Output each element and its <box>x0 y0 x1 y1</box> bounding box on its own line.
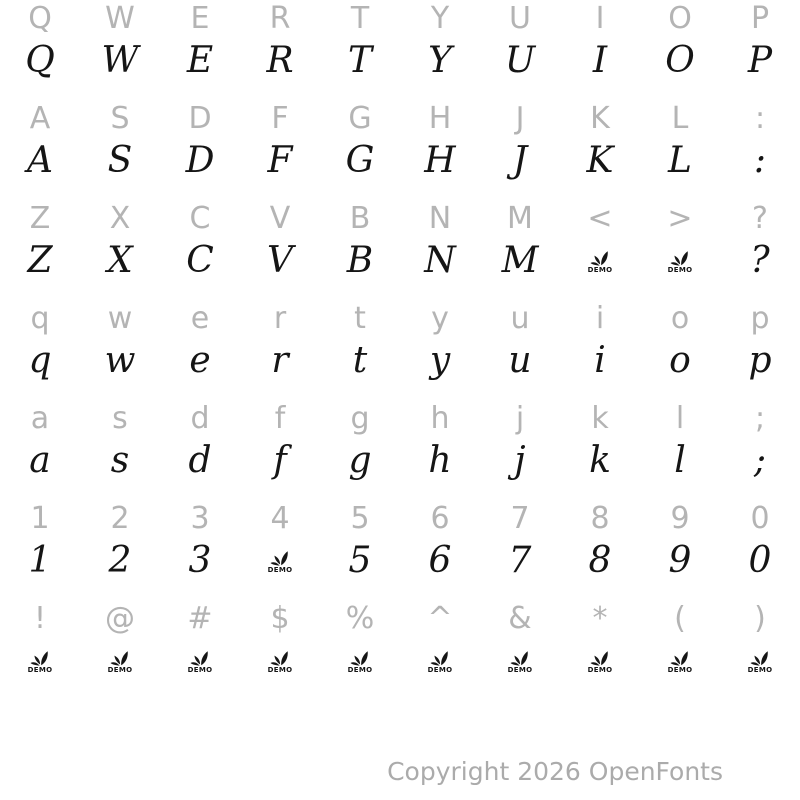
glyph-demo-slot <box>720 636 800 700</box>
char-cell <box>80 200 160 300</box>
font-glyph: Q <box>25 40 55 81</box>
key-label: 0 <box>750 501 770 536</box>
key-label: < <box>587 201 613 236</box>
char-cell <box>240 0 320 100</box>
key-label: P <box>750 1 770 36</box>
font-glyph: k <box>589 440 611 481</box>
key-label: 4 <box>270 501 290 536</box>
char-cell <box>640 600 720 700</box>
key-label: J <box>515 101 525 136</box>
key-label: B <box>349 201 371 236</box>
key-label: 5 <box>350 501 370 536</box>
row-uppercase-bottom <box>0 200 800 300</box>
font-glyph: T <box>347 40 372 81</box>
key-label: S <box>110 101 130 136</box>
font-glyph: E <box>186 40 214 81</box>
glyph-demo-slot <box>560 236 640 300</box>
font-glyph: F <box>267 140 293 181</box>
key-label: R <box>269 1 291 36</box>
char-cell <box>400 0 480 100</box>
glyph-demo-slot <box>320 636 400 700</box>
font-glyph: : <box>753 140 767 181</box>
key-label: Z <box>29 201 51 236</box>
char-cell <box>640 200 720 300</box>
char-cell <box>560 300 640 400</box>
char-cell <box>640 400 720 500</box>
demo-label: DEMO <box>187 666 213 674</box>
char-cell <box>160 100 240 200</box>
key-label: u <box>510 301 530 336</box>
char-cell <box>80 400 160 500</box>
key-label: D <box>188 101 212 136</box>
key-label: r <box>273 301 287 336</box>
font-glyph: N <box>424 240 456 281</box>
demo-label: DEMO <box>347 666 373 674</box>
key-label: h <box>430 401 450 436</box>
key-label: Y <box>430 1 450 36</box>
font-glyph: p <box>748 340 772 381</box>
fleuron-ornament-icon <box>109 645 132 666</box>
char-cell <box>480 200 560 300</box>
demo-placeholder-glyph <box>560 636 640 675</box>
char-cell <box>0 0 80 100</box>
font-glyph: 6 <box>428 540 452 581</box>
fleuron-ornament-icon <box>189 645 212 666</box>
glyph-demo-slot <box>640 636 720 700</box>
char-cell <box>80 300 160 400</box>
font-glyph: C <box>186 240 214 281</box>
key-label: T <box>350 1 370 36</box>
char-cell <box>160 200 240 300</box>
fleuron-ornament-icon <box>429 645 452 666</box>
char-cell <box>320 400 400 500</box>
row-uppercase-qwerty <box>0 0 800 100</box>
font-glyph: 3 <box>188 540 212 581</box>
font-glyph: u <box>508 340 532 381</box>
key-label: 2 <box>110 501 130 536</box>
char-cell <box>720 200 800 300</box>
demo-label: DEMO <box>587 266 613 274</box>
key-label: K <box>590 101 610 136</box>
fleuron-ornament-icon <box>29 645 52 666</box>
char-cell <box>400 200 480 300</box>
key-label: * <box>592 601 608 636</box>
char-cell <box>560 200 640 300</box>
row-symbols <box>0 600 800 700</box>
font-glyph: w <box>104 340 136 381</box>
key-label: w <box>107 301 133 336</box>
glyph-demo-slot <box>640 236 720 300</box>
font-glyph: P <box>747 40 773 81</box>
font-glyph: r <box>271 340 289 381</box>
font-glyph: ; <box>753 440 767 481</box>
char-cell <box>560 100 640 200</box>
font-glyph: J <box>512 140 528 181</box>
fleuron-ornament-icon <box>749 645 772 666</box>
char-cell <box>560 500 640 600</box>
char-cell <box>560 400 640 500</box>
char-cell <box>480 600 560 700</box>
font-glyph: 8 <box>588 540 612 581</box>
key-label: 8 <box>590 501 610 536</box>
font-glyph: h <box>428 440 452 481</box>
key-label: H <box>428 101 452 136</box>
key-label: p <box>750 301 770 336</box>
key-label: Q <box>28 1 52 36</box>
font-glyph: 5 <box>348 540 372 581</box>
fleuron-ornament-icon <box>589 245 612 266</box>
demo-label: DEMO <box>107 666 133 674</box>
key-label: @ <box>105 601 135 636</box>
demo-placeholder-glyph <box>560 236 640 275</box>
key-label: N <box>428 201 452 236</box>
glyph-demo-slot <box>400 636 480 700</box>
char-cell <box>560 600 640 700</box>
font-glyph: f <box>273 440 287 481</box>
key-label: A <box>29 101 51 136</box>
demo-label: DEMO <box>27 666 53 674</box>
key-label: ? <box>752 201 768 236</box>
char-cell <box>480 500 560 600</box>
key-label: % <box>345 601 375 636</box>
char-cell <box>480 300 560 400</box>
demo-placeholder-glyph <box>240 536 320 575</box>
font-glyph: X <box>107 240 133 281</box>
char-cell <box>320 0 400 100</box>
font-glyph: V <box>267 240 293 281</box>
demo-label: DEMO <box>267 666 293 674</box>
char-cell <box>0 600 80 700</box>
char-cell <box>0 500 80 600</box>
demo-placeholder-glyph <box>400 636 480 675</box>
font-glyph: d <box>188 440 212 481</box>
font-glyph: g <box>348 440 372 481</box>
demo-placeholder-glyph <box>160 636 240 675</box>
char-cell <box>160 600 240 700</box>
key-label: g <box>350 401 370 436</box>
font-glyph: H <box>424 140 456 181</box>
font-glyph: R <box>266 40 294 81</box>
font-glyph: i <box>594 340 606 381</box>
font-glyph: K <box>586 140 614 181</box>
key-label: 3 <box>190 501 210 536</box>
char-cell <box>720 0 800 100</box>
font-glyph: U <box>504 40 536 81</box>
fleuron-ornament-icon <box>509 645 532 666</box>
key-label: 6 <box>430 501 450 536</box>
char-cell <box>240 100 320 200</box>
char-cell <box>640 300 720 400</box>
demo-placeholder-glyph <box>0 636 80 675</box>
demo-label: DEMO <box>667 666 693 674</box>
char-cell <box>400 400 480 500</box>
font-glyph: e <box>189 340 211 381</box>
char-cell <box>480 400 560 500</box>
font-glyph: G <box>345 140 375 181</box>
font-glyph: B <box>346 240 374 281</box>
char-cell <box>160 500 240 600</box>
demo-placeholder-glyph <box>720 636 800 675</box>
key-label: G <box>348 101 372 136</box>
key-label: > <box>667 201 693 236</box>
font-glyph: D <box>185 140 215 181</box>
fleuron-ornament-icon <box>269 645 292 666</box>
char-cell <box>320 500 400 600</box>
char-cell <box>240 600 320 700</box>
font-glyph: 1 <box>28 540 52 581</box>
key-label: # <box>187 601 213 636</box>
key-label: 1 <box>30 501 50 536</box>
demo-label: DEMO <box>587 666 613 674</box>
demo-label: DEMO <box>507 666 533 674</box>
font-glyph: 7 <box>508 540 532 581</box>
char-cell <box>480 100 560 200</box>
char-cell <box>400 600 480 700</box>
key-label: & <box>508 601 532 636</box>
key-label: U <box>509 1 531 36</box>
key-label: 9 <box>670 501 690 536</box>
font-glyph: O <box>665 40 695 81</box>
key-label: M <box>507 201 533 236</box>
font-glyph: 9 <box>668 540 692 581</box>
char-cell <box>160 0 240 100</box>
char-cell <box>240 400 320 500</box>
row-lowercase-qwerty <box>0 300 800 400</box>
glyph-demo-slot <box>0 636 80 700</box>
key-label: V <box>269 201 291 236</box>
key-label: i <box>595 301 605 336</box>
demo-placeholder-glyph <box>480 636 560 675</box>
key-label: ) <box>754 601 766 636</box>
font-glyph: I <box>592 40 608 81</box>
glyph-demo-slot <box>240 636 320 700</box>
key-label: ^ <box>427 601 453 636</box>
key-label: F <box>271 101 289 136</box>
key-label: o <box>670 301 690 336</box>
row-digits <box>0 500 800 600</box>
demo-placeholder-glyph <box>320 636 400 675</box>
char-cell <box>640 100 720 200</box>
key-label: E <box>190 1 210 36</box>
char-cell <box>240 200 320 300</box>
char-cell <box>720 300 800 400</box>
key-label: $ <box>270 601 290 636</box>
char-cell <box>720 100 800 200</box>
char-cell <box>640 0 720 100</box>
char-cell <box>80 0 160 100</box>
font-glyph: S <box>107 140 133 181</box>
char-cell <box>320 300 400 400</box>
char-cell <box>560 0 640 100</box>
key-label: f <box>274 401 286 436</box>
fleuron-ornament-icon <box>589 645 612 666</box>
fleuron-ornament-icon <box>349 645 372 666</box>
row-uppercase-home <box>0 100 800 200</box>
key-label: q <box>30 301 50 336</box>
glyph-demo-slot <box>560 636 640 700</box>
char-cell <box>0 200 80 300</box>
char-cell <box>320 600 400 700</box>
key-label: d <box>190 401 210 436</box>
char-cell <box>0 400 80 500</box>
char-cell <box>720 500 800 600</box>
char-cell <box>240 500 320 600</box>
char-cell <box>640 500 720 600</box>
font-glyph: A <box>27 140 53 181</box>
fleuron-ornament-icon <box>669 645 692 666</box>
demo-placeholder-glyph <box>640 636 720 675</box>
char-cell <box>400 500 480 600</box>
key-label: t <box>354 301 366 336</box>
glyph-demo-slot <box>160 636 240 700</box>
font-glyph: Y <box>428 40 452 81</box>
char-cell <box>0 100 80 200</box>
char-cell <box>720 600 800 700</box>
key-label: ( <box>674 601 686 636</box>
key-label: C <box>189 201 211 236</box>
key-label: j <box>515 401 525 436</box>
font-glyph: q <box>28 340 52 381</box>
demo-placeholder-glyph <box>80 636 160 675</box>
font-glyph: L <box>668 140 692 181</box>
font-glyph: o <box>669 340 691 381</box>
key-label: k <box>591 401 609 436</box>
key-label: ; <box>754 401 766 436</box>
demo-label: DEMO <box>267 566 293 574</box>
char-cell <box>80 500 160 600</box>
char-cell <box>320 200 400 300</box>
demo-placeholder-glyph <box>640 236 720 275</box>
key-label: l <box>675 401 685 436</box>
font-glyph: W <box>101 40 139 81</box>
demo-label: DEMO <box>667 266 693 274</box>
char-cell <box>160 400 240 500</box>
key-label: O <box>668 1 692 36</box>
key-label: : <box>754 101 766 136</box>
char-cell <box>80 600 160 700</box>
key-label: W <box>105 1 135 36</box>
key-label: e <box>190 301 210 336</box>
char-cell <box>240 300 320 400</box>
demo-label: DEMO <box>427 666 453 674</box>
key-label: a <box>30 401 50 436</box>
copyright-text: Copyright 2026 OpenFonts <box>387 757 723 786</box>
char-cell <box>320 100 400 200</box>
key-label: ! <box>33 601 47 636</box>
font-glyph: t <box>352 340 368 381</box>
char-cell <box>480 0 560 100</box>
font-glyph: M <box>501 240 539 281</box>
glyph-demo-slot <box>80 636 160 700</box>
key-label: y <box>431 301 449 336</box>
char-cell <box>400 100 480 200</box>
char-cell <box>720 400 800 500</box>
font-glyph: Z <box>27 240 53 281</box>
key-label: L <box>671 101 689 136</box>
font-glyph: j <box>514 440 526 481</box>
font-glyph: l <box>674 440 686 481</box>
glyph-demo-slot <box>240 536 320 600</box>
demo-placeholder-glyph <box>240 636 320 675</box>
demo-label: DEMO <box>747 666 773 674</box>
char-cell <box>80 100 160 200</box>
fleuron-ornament-icon <box>269 545 292 566</box>
char-cell <box>400 300 480 400</box>
glyph-demo-slot <box>480 636 560 700</box>
key-label: s <box>112 401 128 436</box>
fleuron-ornament-icon <box>669 245 692 266</box>
font-glyph: ? <box>750 240 770 281</box>
char-cell <box>160 300 240 400</box>
key-label: X <box>109 201 131 236</box>
font-glyph: s <box>110 440 130 481</box>
row-lowercase-home <box>0 400 800 500</box>
font-glyph: 2 <box>108 540 132 581</box>
char-cell <box>0 300 80 400</box>
key-label: 7 <box>510 501 530 536</box>
key-label: I <box>595 1 605 36</box>
font-glyph: y <box>429 340 451 381</box>
font-glyph: 0 <box>748 540 772 581</box>
font-glyph: a <box>29 440 51 481</box>
